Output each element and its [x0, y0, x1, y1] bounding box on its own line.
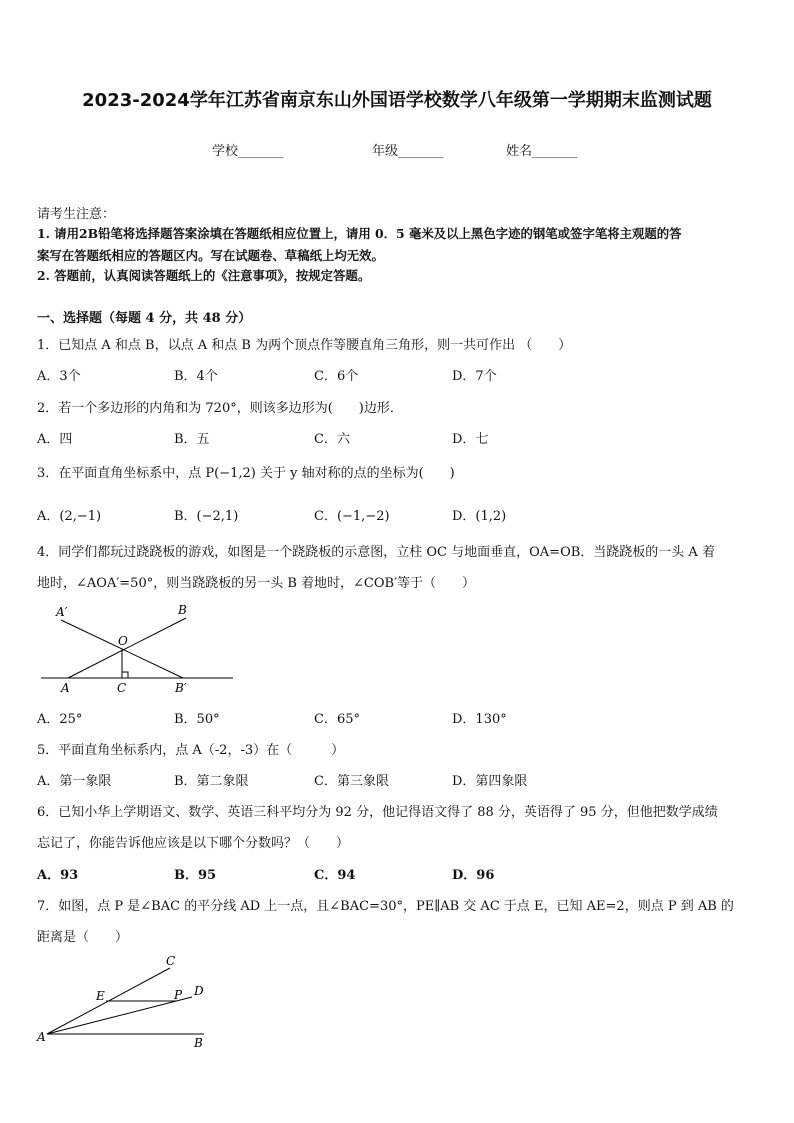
q2-option-d: D．七 [452, 432, 489, 447]
name-field: 姓名_______ [506, 144, 578, 159]
label-o: O [118, 634, 128, 648]
bisector-ad [47, 997, 192, 1034]
label-a-prime: A′ [56, 605, 68, 619]
q3-option-a: A．(2,−1) [37, 509, 102, 524]
label-c: C [117, 681, 127, 695]
question-7-stem-line-1: 7．如图，点 P 是∠BAC 的平分线 AD 上一点，且∠BAC=30°，PE∥AB 交 AC 于点 E，已知 AE=2，则点 P 到 AB 的 [37, 899, 734, 914]
q6-option-d: D．96 [452, 868, 495, 883]
q2-option-b: B．五 [174, 432, 210, 447]
school-field: 学校_______ [212, 144, 284, 159]
question-4-stem-line-2: 地时，∠AOA′=50°，则当跷跷板的另一头 B 着地时，∠COB′等于（ ） [37, 576, 476, 591]
q1-option-d: D．7个 [452, 369, 497, 384]
q1-option-a: A．3个 [37, 369, 81, 384]
label-a: A [37, 1030, 46, 1044]
q6-option-a: A．93 [37, 868, 79, 883]
notice-item-1-line-1: 1. 请用2B铅笔将选择题答案涂填在答题纸相应位置上，请用 0．5 毫米及以上黑色字迹的钢笔或签字笔将主观题的答 [37, 226, 682, 241]
q4-option-b: B．50° [174, 712, 220, 727]
q3-option-c: C．(−1,−2) [314, 509, 390, 524]
q3-option-b: B．(−2,1) [174, 509, 239, 524]
q5-option-a: A．第一象限 [37, 774, 112, 789]
q6-option-c: C．94 [314, 868, 356, 883]
label-p: P [174, 988, 183, 1002]
q5-option-d: D．第四象限 [452, 774, 528, 789]
q2-option-a: A．四 [37, 432, 73, 447]
q3-option-d: D．(1,2) [452, 509, 507, 524]
question-4-stem-line-1: 4．同学们都玩过跷跷板的游戏，如图是一个跷跷板的示意图，立柱 OC 与地面垂直，OA=OB．当跷跷板的一头 A 着 [37, 545, 715, 560]
label-b: B [178, 603, 187, 617]
question-1-stem: 1．已知点 A 和点 B，以点 A 和点 B 为两个顶点作等腰直角三角形，则一共可作出 （ ） [37, 338, 572, 353]
q1-option-c: C．6个 [314, 369, 359, 384]
notice-item-2: 2. 答题前，认真阅读答题纸上的《注意事项》，按规定答题。 [37, 268, 371, 283]
q4-option-a: A．25° [37, 712, 83, 727]
notice-item-1-line-2: 案写在答题纸相应的答题区内。写在试题卷、草稿纸上均无效。 [37, 248, 384, 263]
notice-heading: 请考生注意： [37, 207, 116, 222]
exam-title: 2023-2024学年江苏省南京东山外国语学校数学八年级第一学期期末监测试题 [82, 90, 712, 111]
label-b: B [194, 1036, 203, 1050]
q4-option-d: D．130° [452, 712, 507, 727]
label-d: D [194, 984, 204, 998]
question-3-stem: 3．在平面直角坐标系中，点 P(−1,2) 关于 y 轴对称的点的坐标为( ) [37, 466, 455, 481]
board-line-a-b [68, 618, 186, 678]
right-angle-mark [122, 672, 128, 678]
q1-option-b: B．4个 [174, 369, 218, 384]
label-c: C [166, 954, 176, 968]
question-7-stem-line-2: 距离是（ ） [37, 930, 129, 945]
q4-option-c: C．65° [314, 712, 360, 727]
q6-option-b: B．95 [174, 868, 217, 883]
angle-bisector-figure [34, 952, 224, 1052]
label-a: A [61, 681, 70, 695]
question-6-stem-line-1: 6．已知小华上学期语文、数学、英语三科平均分为 92 分，他记得语文得了 88 分，英语得了 95 分，但他把数学成绩 [37, 805, 718, 820]
q5-option-b: B．第二象限 [174, 774, 249, 789]
grade-field: 年级_______ [372, 144, 444, 159]
section-heading: 一、选择题（每题 4 分，共 48 分） [37, 311, 252, 326]
q2-option-c: C．六 [314, 432, 350, 447]
label-e: E [96, 989, 105, 1003]
question-6-stem-line-2: 忘记了，你能告诉他应该是以下哪个分数吗？（ ） [37, 836, 350, 851]
label-b-prime: B′ [175, 681, 187, 695]
seesaw-figure [38, 600, 238, 700]
q5-option-c: C．第三象限 [314, 774, 389, 789]
question-5-stem: 5．平面直角坐标系内，点 A（-2，-3）在（ ） [37, 743, 345, 758]
question-2-stem: 2．若一个多边形的内角和为 720°，则该多边形为( )边形． [37, 401, 403, 416]
